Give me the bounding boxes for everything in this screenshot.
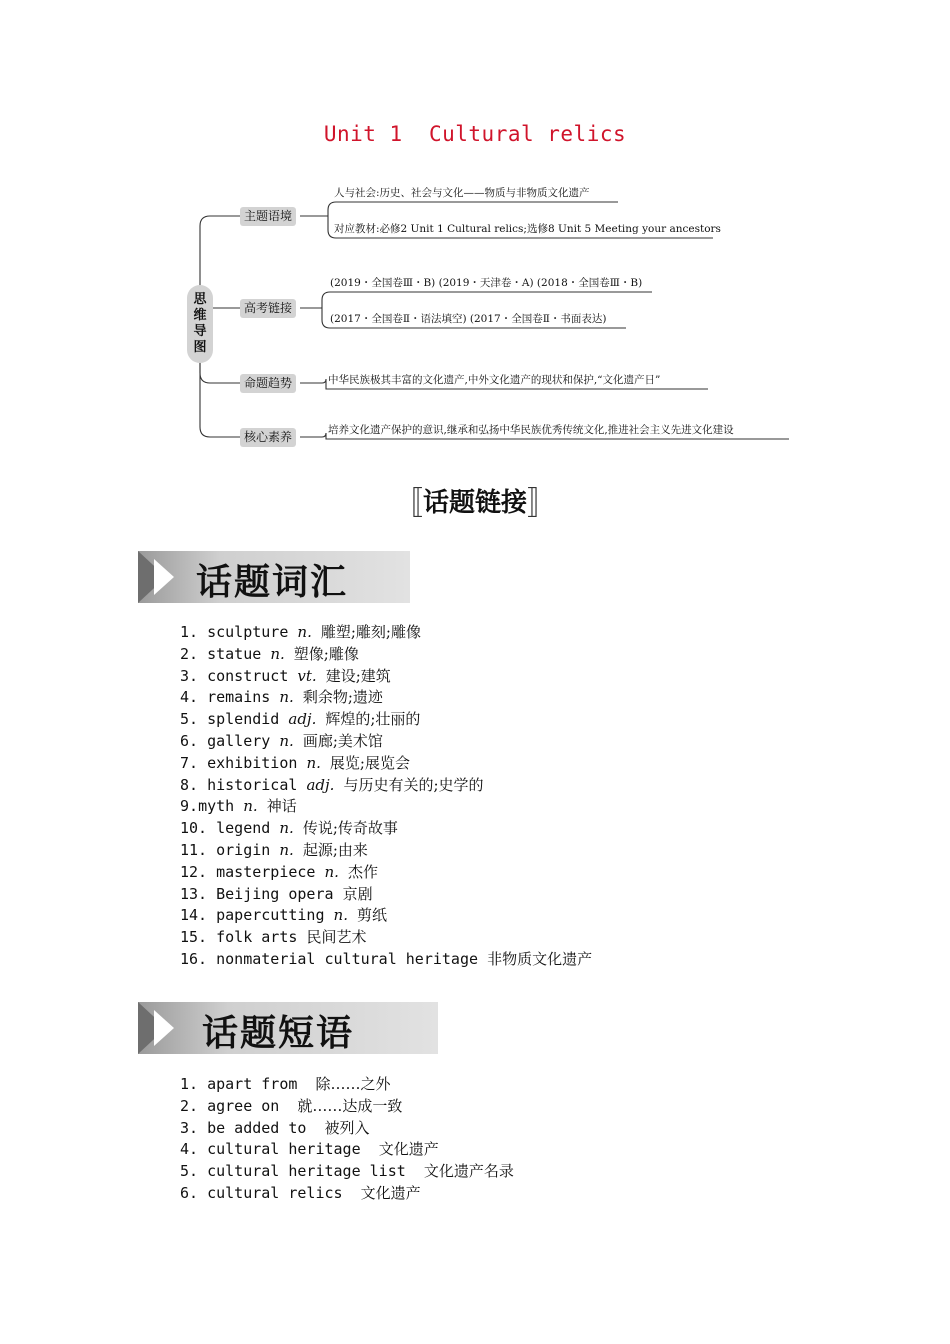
item-number: 1. — [180, 623, 199, 641]
item-pos: n. — [333, 906, 348, 925]
item-word: myth — [198, 797, 235, 816]
item-pos: n. — [306, 753, 321, 772]
item-meaning: 京剧 — [342, 884, 373, 903]
item-word: Beijing opera — [216, 884, 334, 903]
item-word: cultural heritage — [207, 1140, 361, 1159]
item-meaning: 塑像;雕像 — [293, 644, 359, 663]
item-meaning: 剪纸 — [357, 906, 388, 925]
item-number: 12. — [180, 862, 208, 881]
item-number: 6. — [180, 1183, 199, 1202]
item-word: agree on — [207, 1096, 280, 1115]
mindmap-leaf: 培养文化遗产保护的意识,继承和弘扬中华民族优秀传统文化,推进社会主义先进文化建设 — [328, 424, 734, 436]
item-number: 16. — [180, 949, 208, 968]
list-item — [180, 666, 592, 688]
item-word: papercutting — [216, 906, 325, 925]
mindmap-branch-trend: 命题趋势 — [240, 374, 296, 393]
item-number: 6. — [180, 731, 199, 750]
item-meaning: 与历史有关的;史学的 — [343, 775, 484, 794]
topic-link-label: 话题链接 — [422, 488, 527, 518]
item-number: 9. — [180, 797, 199, 816]
item-pos: adj. — [306, 775, 335, 794]
bracket-close: 〛 — [527, 484, 560, 522]
phrases-list — [180, 1074, 514, 1205]
list-item — [180, 731, 592, 753]
item-number: 1. — [180, 1075, 199, 1093]
list-item — [180, 753, 592, 775]
list-item — [180, 1139, 514, 1161]
bracket-open: 〚 — [390, 484, 423, 522]
list-item — [180, 862, 592, 884]
mindmap-leaf: 对应教材:必修2 Unit 1 Cultural relics;选修8 Unit 5 Meeting your ancestors — [334, 223, 721, 235]
mindmap-leaf: (2017・全国卷Ⅱ・语法填空) (2017・全国卷Ⅱ・书面表达) — [330, 313, 607, 325]
item-number: 8. — [180, 775, 199, 794]
item-word: legend — [216, 819, 271, 838]
item-pos: n. — [297, 623, 312, 641]
item-meaning: 文化遗产名录 — [423, 1162, 514, 1181]
item-number: 13. — [180, 884, 208, 903]
item-meaning: 雕塑;雕刻;雕像 — [320, 623, 421, 641]
item-meaning: 除……之外 — [315, 1075, 391, 1093]
list-item — [180, 927, 592, 949]
list-item — [180, 622, 592, 644]
item-word: cultural relics — [207, 1183, 343, 1202]
list-item — [180, 1161, 514, 1183]
item-meaning: 就……达成一致 — [297, 1096, 403, 1115]
item-word: masterpiece — [216, 862, 316, 881]
page-title: Unit 1 Cultural relics — [323, 122, 627, 146]
item-pos: adj. — [288, 710, 317, 729]
vocab-banner — [138, 551, 410, 603]
vocab-list — [180, 622, 592, 971]
item-word: be added to — [207, 1118, 307, 1137]
item-meaning: 画廊;美术馆 — [302, 731, 383, 750]
item-meaning: 文化遗产 — [378, 1140, 439, 1159]
item-number: 5. — [180, 1162, 199, 1181]
item-word: gallery — [207, 731, 271, 750]
item-word: origin — [216, 840, 271, 859]
item-word: cultural heritage list — [207, 1162, 406, 1181]
list-item — [180, 818, 592, 840]
mindmap-branch-exam-link: 高考链接 — [240, 299, 296, 318]
list-item — [180, 1074, 514, 1096]
list-item — [180, 1118, 514, 1140]
item-number: 5. — [180, 710, 199, 729]
item-word: statue — [207, 644, 262, 663]
item-word: remains — [207, 688, 271, 707]
list-item — [180, 949, 592, 971]
item-pos: n. — [324, 862, 339, 881]
item-pos: n. — [279, 688, 294, 707]
item-meaning: 神话 — [266, 797, 297, 816]
item-meaning: 传说;传奇故事 — [302, 819, 398, 838]
banner-arrow-inner — [154, 1010, 174, 1046]
phrases-heading: 话题短语 — [202, 1013, 355, 1054]
item-word: construct — [207, 666, 289, 685]
item-word: folk arts — [216, 928, 298, 947]
item-pos: n. — [279, 840, 294, 859]
mindmap-leaf: (2019・全国卷Ⅲ・B) (2019・天津卷・A) (2018・全国卷Ⅲ・B) — [330, 277, 643, 289]
list-item — [180, 884, 592, 906]
item-number: 3. — [180, 666, 199, 685]
item-number: 4. — [180, 1140, 199, 1159]
list-item — [180, 709, 592, 731]
list-item — [180, 644, 592, 666]
item-meaning: 非物质文化遗产 — [487, 949, 593, 968]
item-pos: n. — [270, 644, 285, 663]
list-item — [180, 687, 592, 709]
mindmap-branch-theme: 主题语境 — [240, 207, 296, 226]
item-word: splendid — [207, 710, 280, 729]
item-number: 4. — [180, 688, 199, 707]
mindmap-root — [187, 285, 213, 363]
list-item — [180, 840, 592, 862]
item-meaning: 辉煌的;壮丽的 — [325, 710, 421, 729]
mindmap-branch-core: 核心素养 — [240, 428, 296, 447]
item-number: 2. — [180, 1096, 199, 1115]
topic-link-heading — [0, 478, 950, 524]
item-meaning: 剩余物;遗迹 — [302, 688, 383, 707]
mindmap-leaf: 人与社会:历史、社会与文化——物质与非物质文化遗产 — [334, 187, 590, 199]
list-item — [180, 775, 592, 797]
item-pos: n. — [279, 819, 294, 838]
item-meaning: 被列入 — [324, 1118, 370, 1137]
item-meaning: 杰作 — [347, 862, 378, 881]
item-meaning: 建设;建筑 — [325, 666, 391, 685]
banner-arrow-inner — [154, 559, 174, 595]
item-number: 2. — [180, 644, 199, 663]
item-word: sculpture — [207, 623, 289, 641]
item-word: exhibition — [207, 753, 298, 772]
item-meaning: 文化遗产 — [360, 1183, 421, 1202]
item-pos: n. — [279, 731, 294, 750]
list-item — [180, 1096, 514, 1118]
item-word: nonmaterial cultural heritage — [216, 949, 479, 968]
phrases-banner — [138, 1002, 438, 1054]
vocab-heading: 话题词汇 — [196, 562, 349, 603]
list-item — [180, 796, 592, 818]
mindmap-leaf: 中华民族极其丰富的文化遗产,中外文化遗产的现状和保护,“文化遗产日” — [328, 374, 661, 386]
item-meaning: 民间艺术 — [306, 928, 367, 947]
item-number: 7. — [180, 753, 199, 772]
mindmap-root-label: 思维导图 — [193, 292, 207, 355]
item-pos: vt. — [297, 666, 317, 685]
list-item — [180, 1183, 514, 1205]
item-pos: n. — [243, 797, 258, 816]
item-meaning: 起源;由来 — [302, 840, 368, 859]
item-number: 14. — [180, 906, 208, 925]
item-word: apart from — [207, 1075, 298, 1093]
item-meaning: 展览;展览会 — [329, 753, 410, 772]
item-number: 3. — [180, 1118, 199, 1137]
item-number: 15. — [180, 928, 208, 947]
item-number: 11. — [180, 840, 208, 859]
item-number: 10. — [180, 819, 208, 838]
list-item — [180, 905, 592, 927]
item-word: historical — [207, 775, 298, 794]
